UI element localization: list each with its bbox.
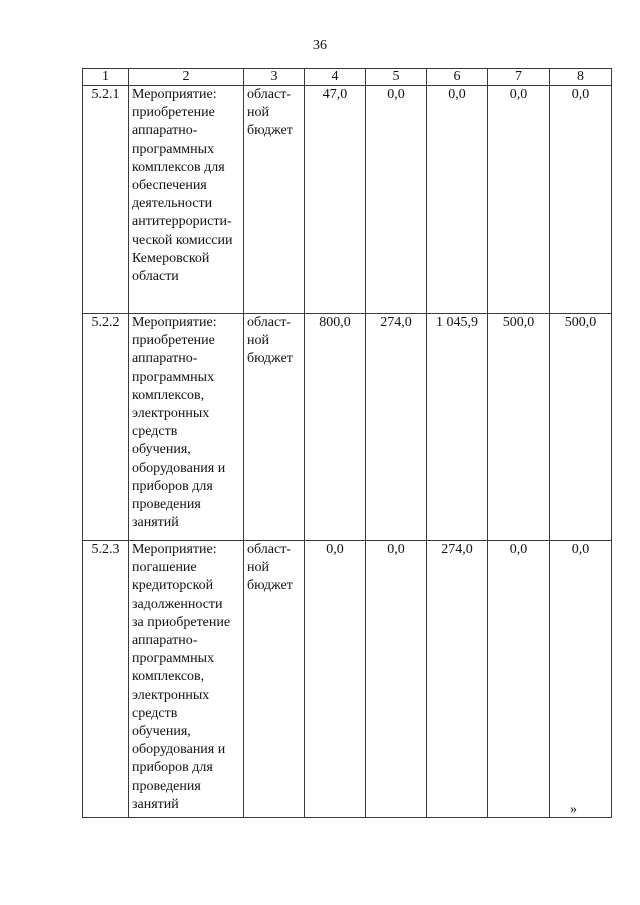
funding-source-line: област- [247,542,291,557]
row-value-cell: 0,0 [366,541,427,818]
funding-source-line: бюджет [247,351,293,367]
description-line: Мероприятие: [132,315,217,330]
description-line: обеспечения [132,178,207,194]
funding-source-line: бюджет [247,578,293,594]
funding-source-line: бюджет [247,123,293,139]
description-line: приборов для [132,478,213,494]
row-value-cell: 0,0 [488,86,550,314]
row-value-cell: 0,0 [427,86,488,314]
description-line: средств [132,705,178,721]
page-number: 36 [313,38,327,53]
row-value-cell: 47,0 [305,86,366,314]
description-line: комплексов для [132,159,225,175]
row-value-cell: 0,0 [488,541,550,818]
row-value-cell: 274,0 [427,541,488,818]
description-line: средств [132,424,178,440]
table-row [83,541,612,818]
row-value-cell: 800,0 [305,314,366,541]
table-row [83,314,612,541]
header-cell: 3 [244,69,305,86]
description-line: Мероприятие: [132,87,217,102]
description-line: задолженности [132,596,223,612]
row-value-cell: 0,0 [366,86,427,314]
description-line: приобретение [132,333,215,349]
row-description-cell [129,314,244,541]
description-line: электронных [132,687,210,703]
row-value-cell: 0,0 [550,86,612,314]
header-cell: 5 [366,69,427,86]
description-line: ческой комиссии [132,232,233,248]
row-value-cell: 1 045,9 [427,314,488,541]
description-line: оборудования и [132,460,226,476]
funding-source-line: ной [247,560,269,576]
header-cell: 6 [427,69,488,86]
row-funding-source-cell [244,314,305,541]
description-line: за приобретение [132,614,231,630]
description-line: кредиторской [132,578,214,594]
funding-source-line: област- [247,315,291,330]
row-value-cell: 500,0 [488,314,550,541]
description-line: аппаратно- [132,351,198,367]
row-value-cell: 274,0 [366,314,427,541]
row-description-cell [129,541,244,818]
header-cell: 4 [305,69,366,86]
description-line: комплексов, [132,669,205,685]
row-value-cell: 500,0 [550,314,612,541]
row-funding-source-cell [244,541,305,818]
description-line: погашение [132,560,197,576]
description-line: антитеррористи- [132,214,232,230]
description-line: деятельности [132,196,213,212]
row-value-cell: 0,0 [550,541,612,818]
table-header-row [83,69,612,86]
funding-source-line: област- [247,87,291,102]
description-line: занятий [132,796,179,812]
description-line: занятий [132,515,179,531]
description-line: комплексов, [132,387,205,403]
description-line: обучения, [132,442,191,458]
description-line: области [132,269,179,285]
row-code-cell: 5.2.3 [83,541,129,818]
description-line: приборов для [132,760,213,776]
table-row [83,86,612,314]
row-value-cell: 0,0 [305,541,366,818]
row-description-cell [129,86,244,314]
description-line: обучения, [132,724,191,740]
description-line: программных [132,141,215,157]
description-line: проведения [132,497,201,513]
header-cell: 7 [488,69,550,86]
budget-table [82,68,612,818]
description-line: аппаратно- [132,633,198,649]
description-line: программных [132,369,215,385]
row-code-cell: 5.2.1 [83,86,129,314]
description-line: проведения [132,778,201,794]
description-line: оборудования и [132,742,226,758]
header-cell: 2 [129,69,244,86]
funding-source-line: ной [247,105,269,121]
description-line: электронных [132,406,210,422]
description-line: Мероприятие: [132,542,217,557]
description-line: Кемеровской [132,250,210,266]
row-code-cell: 5.2.2 [83,314,129,541]
description-line: приобретение [132,105,215,121]
header-cell: 1 [83,69,129,86]
header-cell: 8 [550,69,612,86]
description-line: аппаратно- [132,123,198,139]
description-line: программных [132,651,215,667]
funding-source-line: ной [247,333,269,349]
closing-quote-mark: » [570,802,577,817]
row-funding-source-cell [244,86,305,314]
